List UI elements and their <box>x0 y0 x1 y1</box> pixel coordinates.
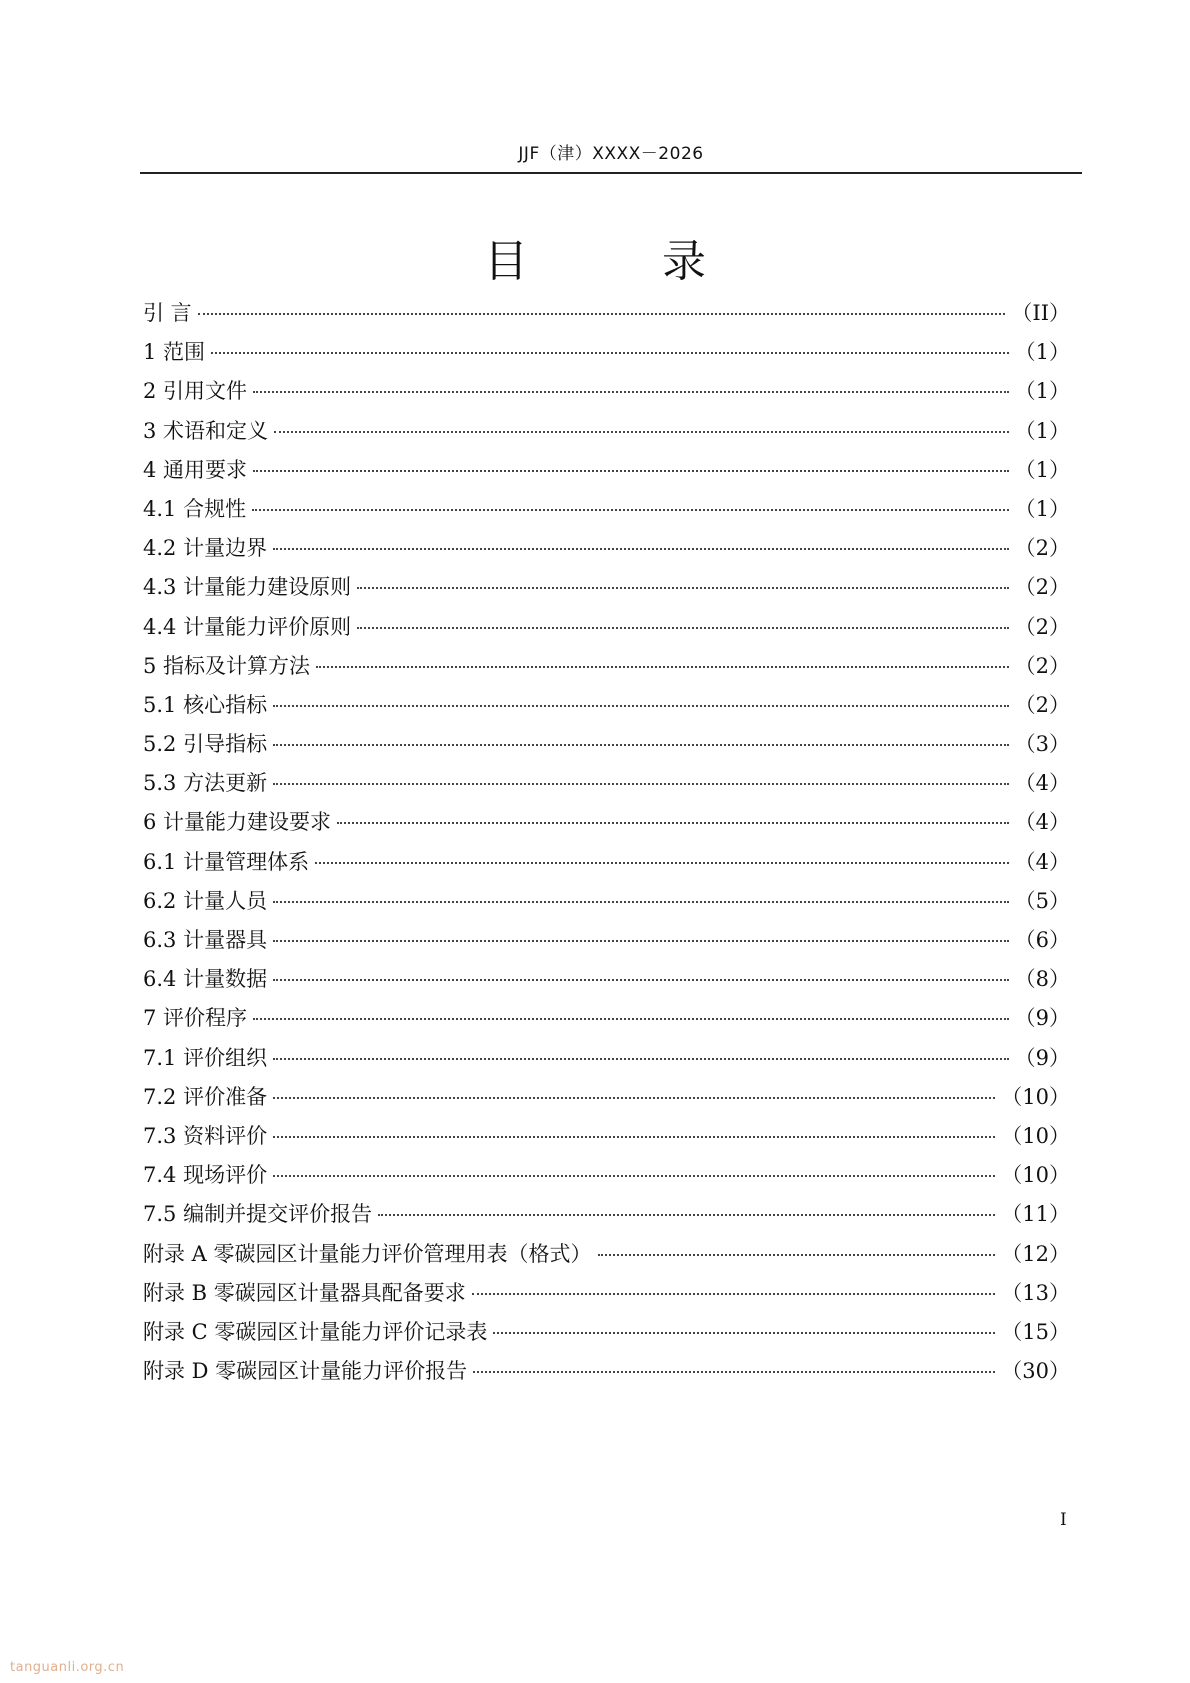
page-number: I <box>1060 1510 1067 1530</box>
table-of-contents <box>143 294 1070 1391</box>
toc-entry-page: （13） <box>1001 1280 1070 1305</box>
toc-entry[interactable] <box>143 725 1070 764</box>
toc-entry-page: （6） <box>1014 928 1070 952</box>
toc-entry-page: （1） <box>1014 418 1070 443</box>
toc-entry-label: 4 通用要求 <box>143 457 248 482</box>
toc-entry-label: 5.3 方法更新 <box>143 771 268 796</box>
toc-leader-dots <box>598 1254 996 1256</box>
toc-entry-label: 6.1 计量管理体系 <box>143 849 310 874</box>
toc-entry[interactable] <box>143 1274 1070 1313</box>
toc-entry-page: （II） <box>1011 301 1070 325</box>
toc-entry[interactable] <box>143 843 1070 882</box>
toc-leader-dots <box>198 313 1006 315</box>
toc-entry-label: 3 术语和定义 <box>143 418 269 443</box>
toc-entry-label: 附录 B 零碳园区计量器具配备要求 <box>143 1280 466 1305</box>
toc-entry-page: （12） <box>1001 1241 1070 1266</box>
toc-entry-page: （8） <box>1014 967 1070 992</box>
toc-entry-page: （1） <box>1014 457 1070 482</box>
toc-leader-dots <box>211 352 1009 354</box>
toc-entry[interactable] <box>143 608 1070 647</box>
toc-leader-dots <box>273 940 1009 942</box>
toc-entry[interactable] <box>143 412 1070 451</box>
toc-leader-dots <box>493 1332 995 1334</box>
toc-entry-page: （10） <box>1001 1163 1070 1188</box>
toc-entry-page: （1） <box>1014 340 1070 365</box>
toc-entry-page: （2） <box>1014 614 1070 639</box>
toc-entry[interactable] <box>143 568 1070 607</box>
toc-leader-dots <box>273 1058 1009 1060</box>
toc-leader-dots <box>472 1293 995 1295</box>
toc-entry[interactable] <box>143 764 1070 803</box>
toc-entry[interactable] <box>143 490 1070 529</box>
page-title: 目 录 <box>484 236 766 287</box>
toc-leader-dots <box>273 901 1009 903</box>
toc-entry[interactable] <box>143 960 1070 999</box>
toc-entry-page: （1） <box>1014 496 1070 521</box>
toc-entry-label: 7.2 评价准备 <box>143 1084 268 1109</box>
toc-entry[interactable] <box>143 1078 1070 1117</box>
toc-entry[interactable] <box>143 1235 1070 1274</box>
toc-leader-dots <box>253 1018 1009 1020</box>
toc-entry[interactable] <box>143 1195 1070 1234</box>
toc-leader-dots <box>315 862 1009 864</box>
toc-entry[interactable] <box>143 529 1070 568</box>
toc-entry-page: （4） <box>1014 849 1070 874</box>
toc-entry[interactable] <box>143 803 1070 842</box>
toc-entry-label: 7 评价程序 <box>143 1006 248 1031</box>
toc-entry-page: （10） <box>1001 1123 1070 1148</box>
toc-leader-dots <box>273 744 1009 746</box>
toc-entry-label: 7.3 资料评价 <box>143 1123 268 1148</box>
toc-entry[interactable] <box>143 999 1070 1038</box>
document-code: JJF（津）XXXX－2026 <box>518 144 704 164</box>
toc-entry[interactable] <box>143 451 1070 490</box>
toc-entry-label: 附录 A 零碳园区计量能力评价管理用表（格式） <box>143 1241 592 1266</box>
toc-entry-page: （2） <box>1014 653 1070 678</box>
toc-entry-label: 5.1 核心指标 <box>143 692 268 717</box>
toc-entry-page: （1） <box>1014 379 1070 404</box>
toc-entry-page: （15） <box>1001 1319 1070 1344</box>
toc-entry-page: （9） <box>1014 1045 1070 1070</box>
toc-entry-label: 5 指标及计算方法 <box>143 653 311 678</box>
toc-leader-dots <box>473 1371 995 1373</box>
toc-entry-label: 7.4 现场评价 <box>143 1163 268 1188</box>
toc-entry-label: 6.3 计量器具 <box>143 928 268 952</box>
toc-leader-dots <box>274 431 1009 433</box>
toc-entry[interactable] <box>143 333 1070 372</box>
toc-entry-label: 1 范围 <box>143 340 206 365</box>
toc-entry-page: （2） <box>1014 692 1070 717</box>
page-header <box>140 140 1082 174</box>
toc-entry-label: 7.5 编制并提交评价报告 <box>143 1202 373 1227</box>
toc-entry-label: 附录 D 零碳园区计量能力评价报告 <box>143 1359 468 1384</box>
toc-leader-dots <box>253 391 1009 393</box>
toc-entry[interactable] <box>143 372 1070 411</box>
toc-entry[interactable] <box>143 1117 1070 1156</box>
toc-entry-page: （30） <box>1001 1359 1070 1384</box>
toc-leader-dots <box>273 548 1009 550</box>
toc-entry-label: 引 言 <box>143 301 192 325</box>
toc-entry-label: 7.1 评价组织 <box>143 1045 268 1070</box>
toc-entry[interactable] <box>143 1352 1070 1391</box>
toc-entry-page: （5） <box>1014 888 1070 913</box>
toc-entry-label: 4.2 计量边界 <box>143 536 268 561</box>
toc-leader-dots <box>273 705 1009 707</box>
watermark: tanguanli.org.cn <box>10 1660 125 1675</box>
toc-entry-label: 5.2 引导指标 <box>143 732 268 757</box>
toc-leader-dots <box>273 1097 995 1099</box>
toc-entry-page: （10） <box>1001 1084 1070 1109</box>
toc-entry-label: 6.4 计量数据 <box>143 967 268 992</box>
toc-entry-label: 4.1 合规性 <box>143 496 247 521</box>
toc-entry-page: （2） <box>1014 536 1070 561</box>
toc-entry-page: （11） <box>1001 1202 1070 1227</box>
toc-leader-dots <box>252 509 1009 511</box>
toc-entry[interactable] <box>143 882 1070 921</box>
toc-entry[interactable] <box>143 1039 1070 1078</box>
toc-leader-dots <box>316 666 1009 668</box>
toc-entry-label: 6.2 计量人员 <box>143 888 268 913</box>
toc-leader-dots <box>253 470 1009 472</box>
toc-leader-dots <box>273 1136 995 1138</box>
toc-entry[interactable] <box>143 647 1070 686</box>
toc-entry[interactable] <box>143 294 1070 333</box>
toc-leader-dots <box>378 1214 995 1216</box>
toc-entry-page: （4） <box>1014 771 1070 796</box>
toc-entry-label: 4.4 计量能力评价原则 <box>143 614 352 639</box>
toc-entry-page: （9） <box>1014 1006 1070 1031</box>
toc-entry-label: 4.3 计量能力建设原则 <box>143 575 352 600</box>
toc-leader-dots <box>273 783 1009 785</box>
toc-leader-dots <box>273 1175 995 1177</box>
toc-entry-page: （4） <box>1014 810 1070 835</box>
toc-entry-label: 附录 C 零碳园区计量能力评价记录表 <box>143 1319 488 1344</box>
toc-entry-page: （3） <box>1014 732 1070 757</box>
toc-entry[interactable] <box>143 1313 1070 1352</box>
toc-entry[interactable] <box>143 686 1070 725</box>
toc-entry[interactable] <box>143 1156 1070 1195</box>
toc-entry-label: 6 计量能力建设要求 <box>143 810 332 835</box>
toc-leader-dots <box>273 979 1009 981</box>
toc-entry-label: 2 引用文件 <box>143 379 248 404</box>
toc-leader-dots <box>357 587 1009 589</box>
toc-entry[interactable] <box>143 921 1070 960</box>
toc-leader-dots <box>357 627 1009 629</box>
toc-entry-page: （2） <box>1014 575 1070 600</box>
toc-leader-dots <box>337 822 1009 824</box>
